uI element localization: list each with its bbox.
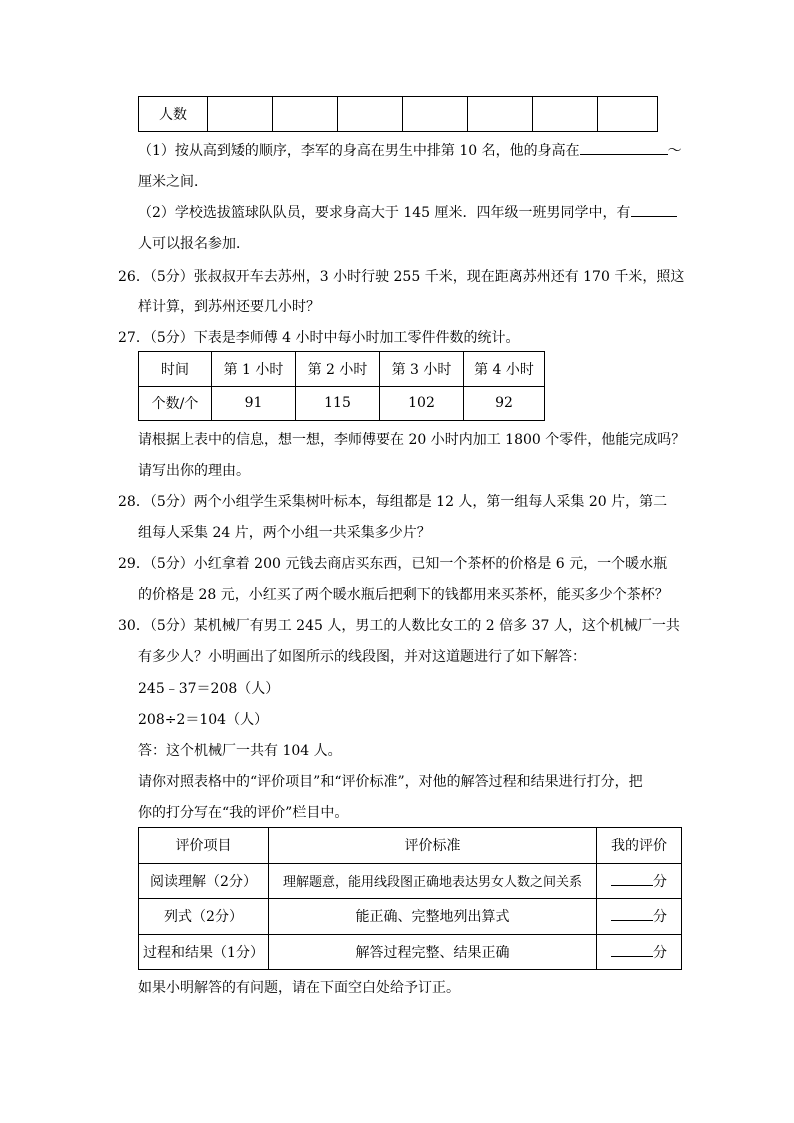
table-header-cell: 评价项目 <box>139 828 269 864</box>
q30-line1: 30．（5分）某机械厂有男工 245 人，男工的人数比女工的 2 倍多 37 人，这个机械厂一共 <box>118 618 680 634</box>
table-row <box>139 863 682 899</box>
table-cell: 解答过程完整、结果正确 <box>269 934 597 970</box>
table-cell: 能正确、完整地列出算式 <box>269 899 597 935</box>
table-cell: 102 <box>380 386 464 421</box>
table-header-cell: 时间 <box>139 352 212 387</box>
q30-instr2: 你的打分写在“我的评价”栏目中。 <box>138 805 349 821</box>
q27-line1: 27．（5分）下表是李师傅 4 小时中每小时加工零件件数的统计。 <box>118 330 520 346</box>
table-cell <box>533 97 598 132</box>
answer-blank[interactable] <box>631 216 677 217</box>
q28-line2: 组每人采集 24 片，两个小组一共采集多少片？ <box>138 525 431 541</box>
q30-footer: 如果小明解答的有问题，请在下面空白处给予订正。 <box>138 980 460 996</box>
q30-answer: 答：这个机械厂一共有 104 人。 <box>138 743 342 759</box>
table-row <box>139 352 545 387</box>
table-cell: 115 <box>296 386 380 421</box>
q29-line2: 的价格是 28 元，小红买了两个暖水瓶后把剩下的钱都用来买茶杯，能买多少个茶杯？ <box>138 587 669 603</box>
height-count-table <box>138 96 658 132</box>
table-row <box>139 386 545 421</box>
table-row <box>139 934 682 970</box>
q29-line1: 29．（5分）小红拿着 200 元钱去商店买东西，已知一个茶杯的价格是 6 元，一个暖水瓶 <box>118 556 668 572</box>
table-cell: 列式（2分） <box>139 899 269 935</box>
table-cell: 91 <box>212 386 296 421</box>
table-cell <box>468 97 533 132</box>
score-blank[interactable] <box>611 956 653 957</box>
q27-table <box>138 351 545 421</box>
score-blank[interactable] <box>611 920 653 921</box>
table-cell: 阅读理解（2分） <box>139 863 269 899</box>
q25-sub1-line2: 厘米之间． <box>138 174 208 190</box>
table-cell: 92 <box>464 386 545 421</box>
table-cell: 个数/个 <box>139 386 212 421</box>
q27-line3: 请写出你的理由。 <box>138 463 250 479</box>
q25-sub2-line2: 人可以报名参加． <box>138 236 250 252</box>
table-header-cell: 评价标准 <box>269 828 597 864</box>
score-cell[interactable]: 分 <box>597 934 682 970</box>
table-row <box>139 97 658 132</box>
table-cell: 过程和结果（1分） <box>139 934 269 970</box>
q25-sub1-line1: （1）按从高到矮的顺序，李军的身高在男生中排第 10 名，他的身高在 ～ <box>138 143 682 159</box>
q28-line1: 28．（5分）两个小组学生采集树叶标本，每组都是 12 人，第一组每人采集 20 片，第二 <box>118 494 668 510</box>
table-cell <box>208 97 273 132</box>
score-blank[interactable] <box>611 885 653 886</box>
table-cell <box>273 97 338 132</box>
answer-blank[interactable] <box>580 154 668 155</box>
table-row <box>139 899 682 935</box>
q30-line2: 有多少人？小明画出了如图所示的线段图，并对这道题进行了如下解答： <box>138 649 586 665</box>
table-header-cell: 第 3 小时 <box>380 352 464 387</box>
table-header-cell: 第 1 小时 <box>212 352 296 387</box>
score-cell[interactable]: 分 <box>597 899 682 935</box>
q30-calc1: 245﹣37＝208（人） <box>138 681 280 697</box>
table-header-cell: 第 2 小时 <box>296 352 380 387</box>
table-header-cell: 第 4 小时 <box>464 352 545 387</box>
q27-line2: 请根据上表中的信息，想一想，李师傅要在 20 小时内加工 1800 个零件，他能完成吗？ <box>138 432 686 448</box>
q26-line2: 样计算，到苏州还要几小时？ <box>138 299 320 315</box>
q30-instr1: 请你对照表格中的“评价项目”和“评价标准”，对他的解答过程和结果进行打分，把 <box>138 774 643 790</box>
table-cell <box>598 97 658 132</box>
table-header-cell: 我的评价 <box>597 828 682 864</box>
q25-sub2-line1: （2）学校选拔篮球队队员，要求身高大于 145 厘米．四年级一班男同学中，有 <box>138 202 677 222</box>
q26-line1: 26．（5分）张叔叔开车去苏州，3 小时行驶 255 千米，现在距离苏州还有 170 千米，照这 <box>118 269 685 285</box>
q30-evaluation-table <box>138 827 682 970</box>
table-cell-label: 人数 <box>139 97 208 132</box>
score-cell[interactable]: 分 <box>597 863 682 899</box>
table-cell: 理解题意，能用线段图正确地表达男女人数之间关系 <box>269 863 597 899</box>
table-cell <box>403 97 468 132</box>
q30-calc2: 208÷2＝104（人） <box>138 712 269 728</box>
table-row <box>139 828 682 864</box>
table-cell <box>338 97 403 132</box>
